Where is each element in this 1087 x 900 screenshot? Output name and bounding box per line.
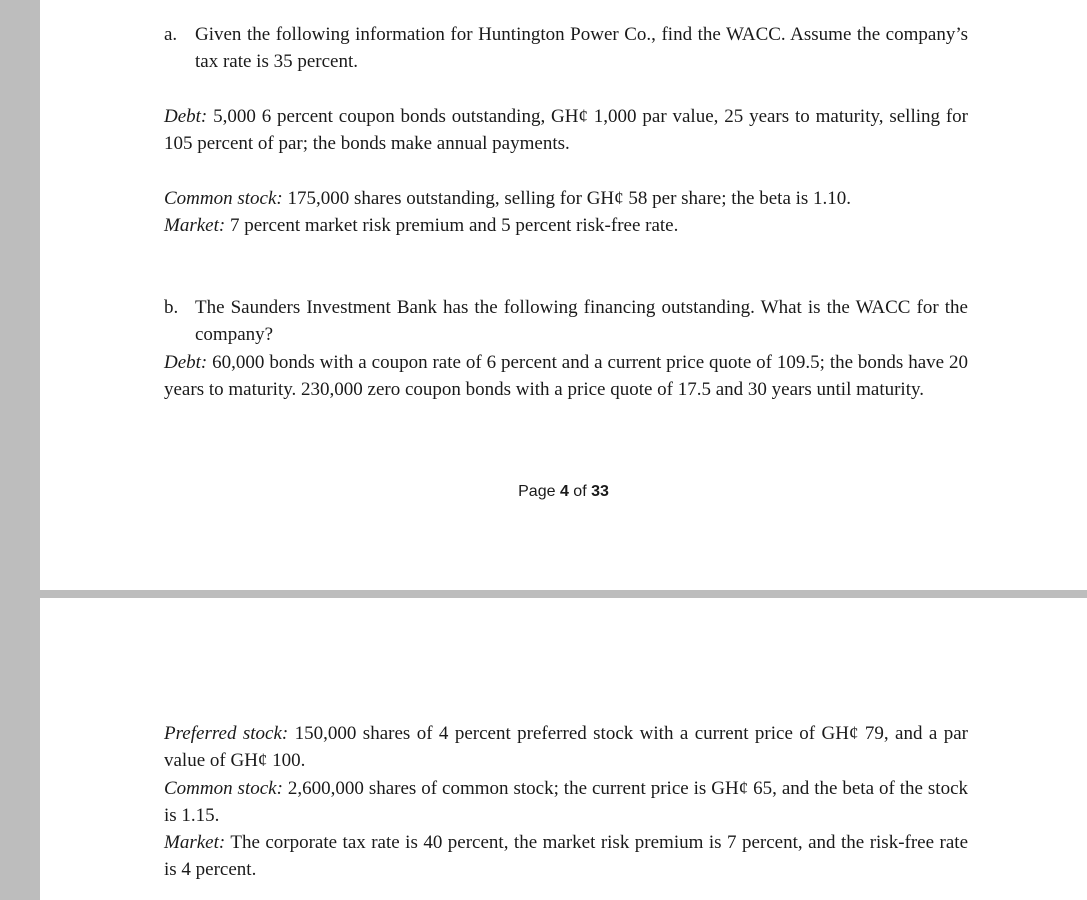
part-b-preferred-lead: Preferred stock: <box>164 723 289 744</box>
part-b-debt-text: 60,000 bonds with a coupon rate of 6 percent and a current price quote of 109.5; the bonds have 20 years to maturity. 230,000 zero coupon bonds with a price quote of 17.5 and 30 years until maturity. <box>164 352 968 400</box>
part-a-debt-lead: Debt: <box>164 106 208 127</box>
part-a-debt-text: 5,000 6 percent coupon bonds outstanding, GH¢ 1,000 par value, 25 years to maturity, selling for 105 percent of par; the bonds make annual payments. <box>164 106 968 154</box>
part-a-market-text: 7 percent market risk premium and 5 percent risk-free rate. <box>225 215 679 236</box>
page-footer-prefix: Page <box>518 483 560 500</box>
part-a-common-stock <box>164 185 968 212</box>
part-b-preferred-stock <box>164 720 968 774</box>
page-5 <box>40 598 1087 900</box>
part-a-market-lead: Market: <box>164 215 226 236</box>
part-b-market <box>164 829 968 883</box>
part-a-question-text: Given the following information for Huntington Power Co., find the WACC. Assume the company’s tax rate is 35 percent. <box>195 24 968 72</box>
part-b-common-text: 2,600,000 shares of common stock; the current price is GH¢ 65, and the beta of the stock is 1.15. <box>164 778 969 826</box>
part-b-question <box>164 294 968 348</box>
part-b-market-lead: Market: <box>164 832 226 853</box>
part-b-letter: b. <box>164 297 179 318</box>
part-b-debt-lead: Debt: <box>164 352 208 373</box>
part-b-common-stock <box>164 775 968 829</box>
part-b-market-text: The corporate tax rate is 40 percent, the market risk premium is 7 percent, and the risk-free rate is 4 percent. <box>164 832 968 880</box>
part-b-preferred-text: 150,000 shares of 4 percent preferred stock with a current price of GH¢ 79, and a par value of GH¢ 100. <box>164 723 968 771</box>
page-number-footer <box>40 483 1087 501</box>
part-a-debt <box>164 103 968 157</box>
part-a-common-text: 175,000 shares outstanding, selling for GH¢ 58 per share; the beta is 1.10. <box>282 188 852 209</box>
part-a-letter: a. <box>164 24 178 45</box>
page-current-number: 4 <box>559 483 569 500</box>
part-b-common-lead: Common stock: <box>164 778 283 799</box>
part-a-question <box>164 21 968 75</box>
page-4 <box>40 0 1087 590</box>
part-b-question-text: The Saunders Investment Bank has the following financing outstanding. What is the WACC for the company? <box>195 297 968 345</box>
part-a-market <box>164 212 968 239</box>
page-footer-middle: of <box>568 483 592 500</box>
page-total-number: 33 <box>591 483 609 500</box>
part-a-common-lead: Common stock: <box>164 188 283 209</box>
part-b-debt <box>164 349 968 403</box>
